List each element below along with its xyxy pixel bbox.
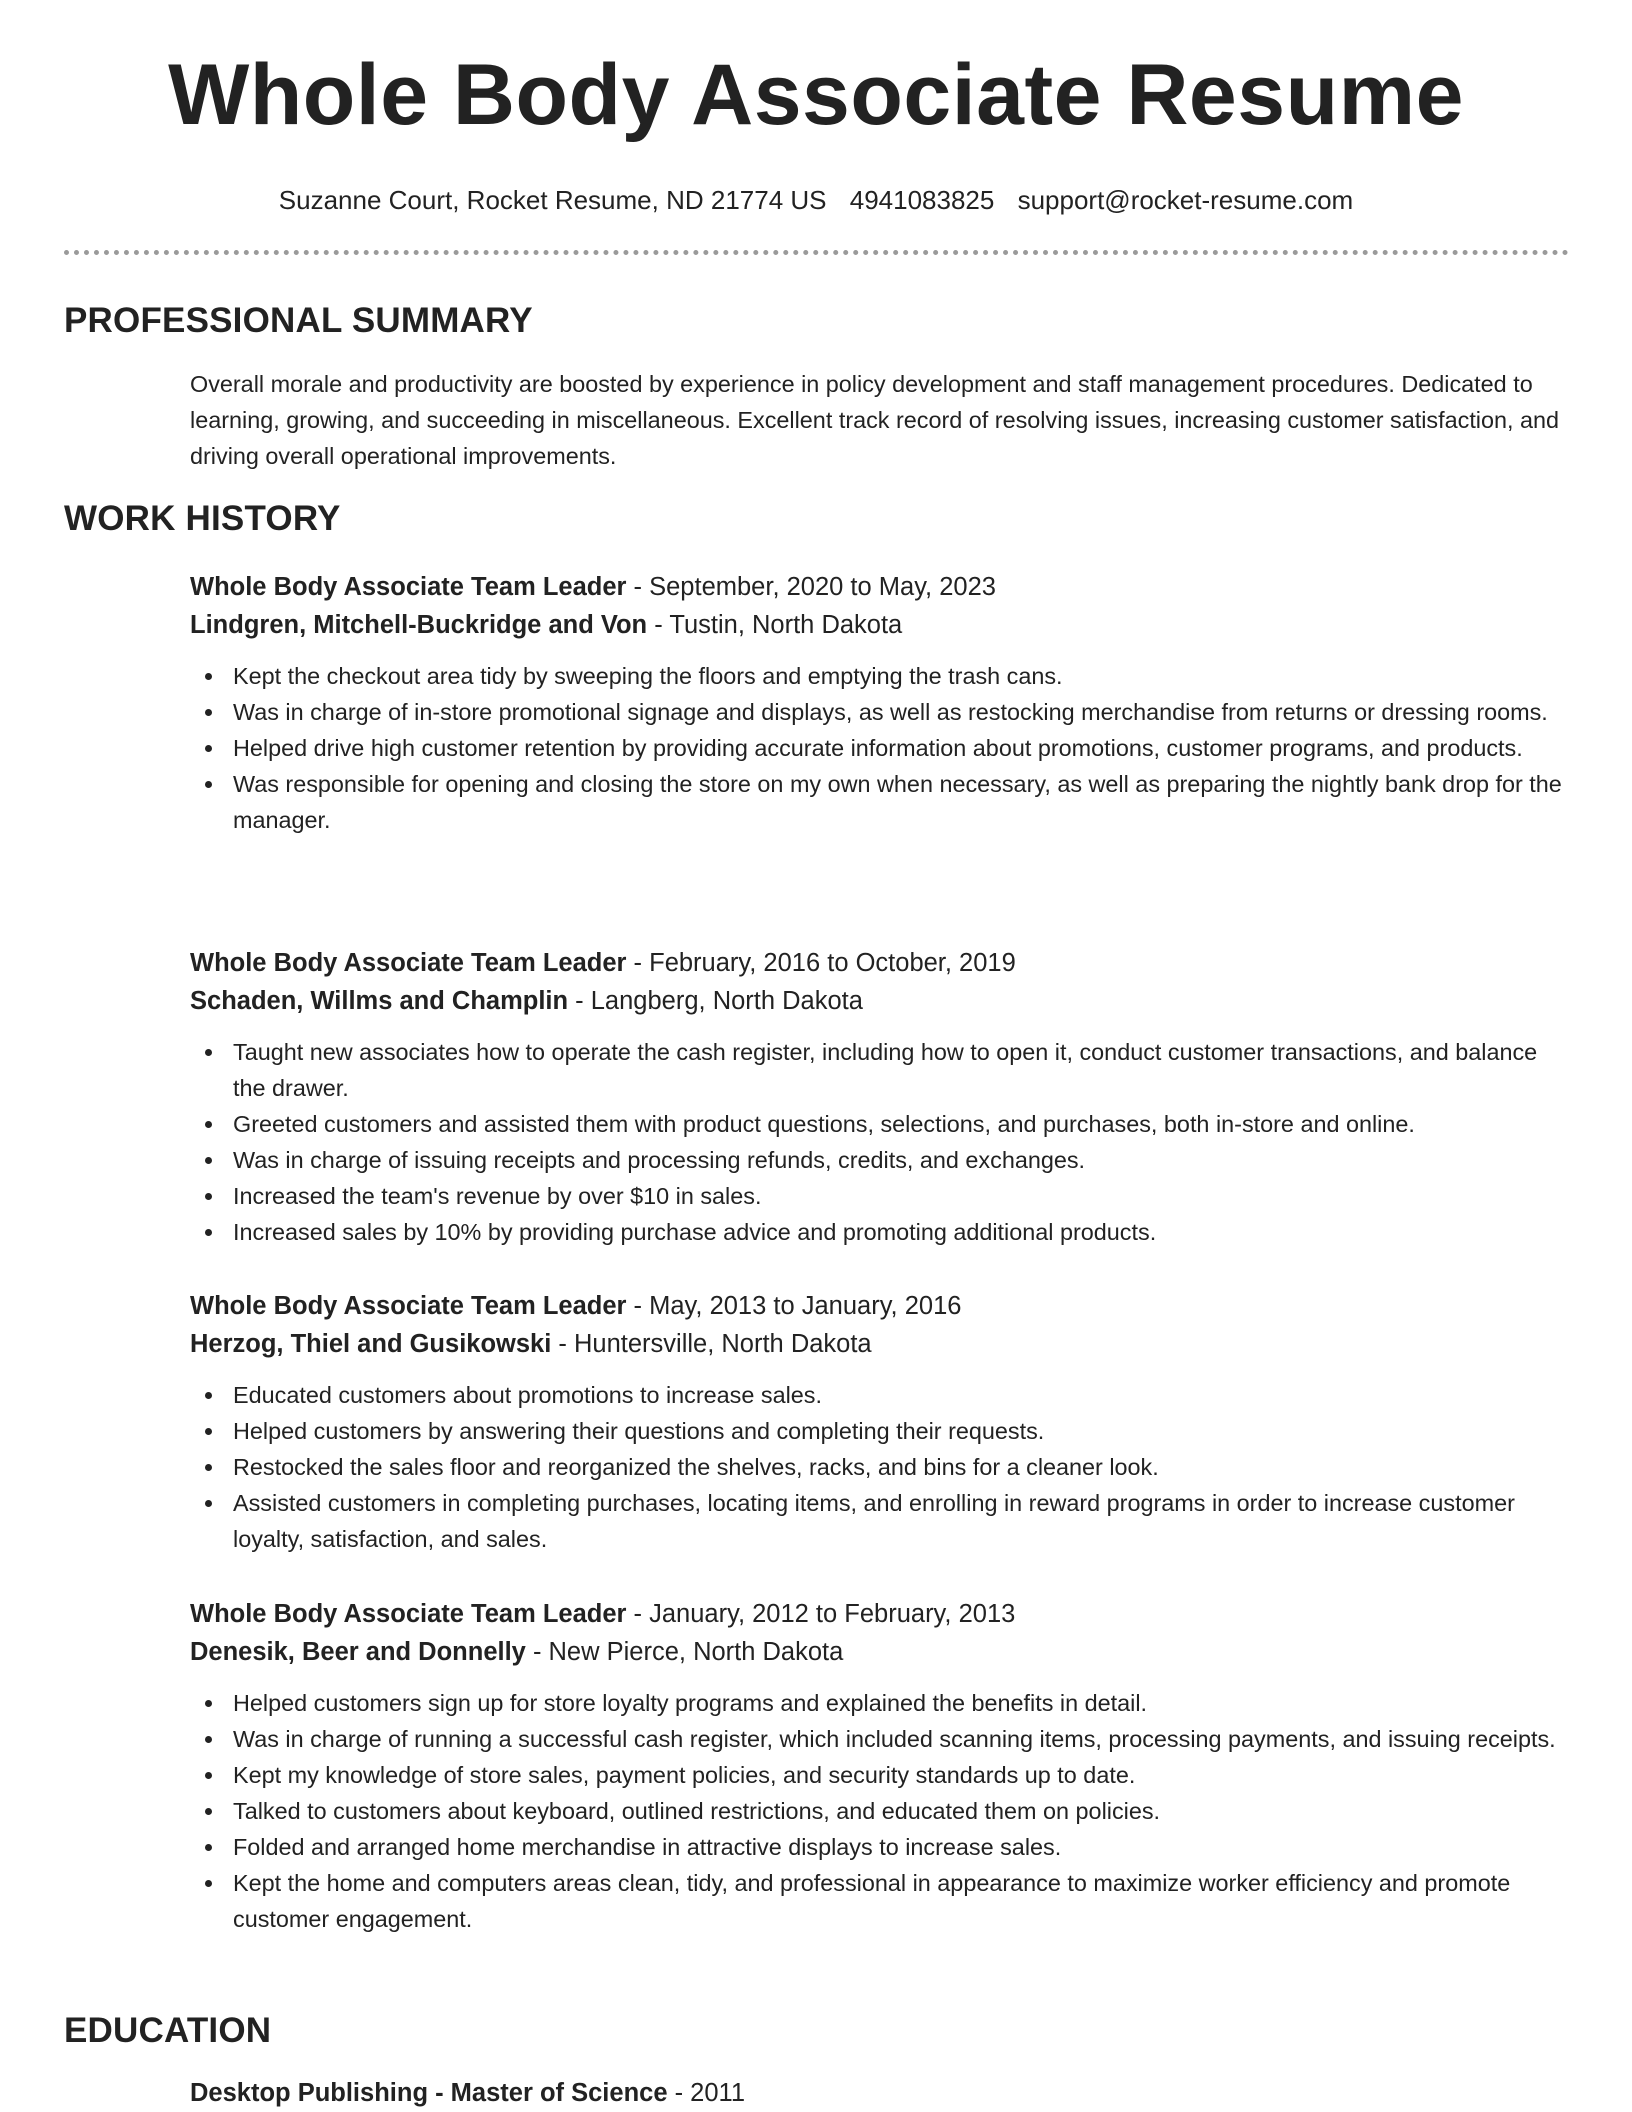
job-title: Whole Body Associate Team Leader [190, 573, 627, 601]
bullet-dot [205, 1392, 212, 1399]
resume-title: Whole Body Associate Resume [168, 47, 1464, 143]
job-location: - Langberg, North Dakota [568, 987, 863, 1015]
job-bullet [233, 1214, 1570, 1250]
contact-phone: 4941083825 [849, 185, 995, 215]
job-bullet-text: Folded and arranged home merchandise in attractive displays to increase sales. [233, 1834, 1062, 1860]
job-bullet [233, 1106, 1570, 1142]
job-bullet-text: Talked to customers about keyboard, outlined restrictions, and educated them on policies. [233, 1798, 1161, 1824]
job-bullet [233, 1178, 1570, 1214]
education-entry [190, 2074, 745, 2112]
job-bullet [233, 1757, 1570, 1793]
job-bullet [233, 1685, 1570, 1721]
job-bullet-text: Was responsible for opening and closing the store on my own when necessary, as well as preparing the nightly bank drop for the manager. [233, 771, 1562, 833]
job-title-line [190, 1595, 1570, 1633]
contact-line [0, 184, 1632, 216]
job-bullet [233, 1449, 1570, 1485]
job-bullets [190, 1034, 1570, 1250]
job-bullets [190, 1377, 1570, 1557]
job-dates: - September, 2020 to May, 2023 [626, 573, 996, 601]
job-company: Schaden, Willms and Champlin [190, 987, 569, 1015]
job-bullet [233, 1377, 1570, 1413]
job-bullet-text: Increased sales by 10% by providing purchase advice and promoting additional products. [233, 1219, 1157, 1245]
summary-text: Overall morale and productivity are boosted by experience in policy development and staff management procedures. Dedicated to learning, growing, and succeeding in miscellaneous. Excellent track record of resolving issues, increasing customer satisfaction, and driving overall operational improvements. [190, 371, 1560, 469]
job-bullet [233, 1865, 1570, 1937]
contact-email: support@rocket-resume.com [1017, 185, 1354, 215]
job-company: Herzog, Thiel and Gusikowski [190, 1330, 552, 1358]
job-entry [190, 1287, 1570, 1557]
job-dates: - May, 2013 to January, 2016 [626, 1292, 962, 1320]
job-bullet-text: Greeted customers and assisted them with product questions, selections, and purchases, both in-store and online. [233, 1111, 1415, 1137]
job-title-line [190, 944, 1570, 982]
bullet-dot [205, 1700, 212, 1707]
job-location: - New Pierce, North Dakota [525, 1638, 844, 1666]
job-company-line [190, 606, 1570, 644]
job-location: - Tustin, North Dakota [647, 611, 903, 639]
bullet-dot [205, 1049, 212, 1056]
bullet-dot [205, 1880, 212, 1887]
job-bullet [233, 1034, 1570, 1106]
job-company-line [190, 1633, 1570, 1671]
job-company-line [190, 1325, 1570, 1363]
bullet-dot [205, 745, 212, 752]
bullet-dot [205, 1229, 212, 1236]
education-heading: EDUCATION [64, 2011, 272, 2050]
job-bullets [190, 658, 1570, 838]
job-company: Lindgren, Mitchell-Buckridge and Von [190, 611, 648, 639]
bullet-dot [205, 1193, 212, 1200]
job-bullet [233, 1142, 1570, 1178]
job-title: Whole Body Associate Team Leader [190, 1292, 627, 1320]
bullet-dot [205, 709, 212, 716]
job-entry [190, 568, 1570, 838]
job-entry [190, 944, 1570, 1250]
job-bullet-text: Helped customers sign up for store loyalty programs and explained the benefits in detail. [233, 1690, 1148, 1716]
job-location: - Huntersville, North Dakota [551, 1330, 872, 1358]
header-divider [64, 250, 1569, 255]
bullet-dot [205, 1464, 212, 1471]
job-bullet-text: Kept my knowledge of store sales, payment policies, and security standards up to date. [233, 1762, 1136, 1788]
work-history-heading: WORK HISTORY [64, 499, 341, 538]
job-bullet-text: Restocked the sales floor and reorganized the shelves, racks, and bins for a cleaner look. [233, 1454, 1159, 1480]
bullet-dot [205, 673, 212, 680]
job-bullet-text: Was in charge of running a successful cash register, which included scanning items, processing payments, and issuing receipts. [233, 1726, 1556, 1752]
job-bullet [233, 1413, 1570, 1449]
job-bullet [233, 1793, 1570, 1829]
job-bullet [233, 1829, 1570, 1865]
job-bullets [190, 1685, 1570, 1937]
bullet-dot [205, 1428, 212, 1435]
job-bullet-text: Was in charge of issuing receipts and processing refunds, credits, and exchanges. [233, 1147, 1086, 1173]
job-bullet [233, 766, 1570, 838]
bullet-dot [205, 781, 212, 788]
job-bullet-text: Helped customers by answering their questions and completing their requests. [233, 1418, 1045, 1444]
job-bullet-text: Educated customers about promotions to increase sales. [233, 1382, 822, 1408]
job-bullet-text: Helped drive high customer retention by providing accurate information about promotions, customer programs, and products. [233, 735, 1523, 761]
job-title-line [190, 568, 1570, 606]
bullet-dot [205, 1500, 212, 1507]
job-bullet [233, 730, 1570, 766]
job-bullet [233, 658, 1570, 694]
job-bullet-text: Kept the home and computers areas clean, tidy, and professional in appearance to maximize worker efficiency and promote customer engagement. [233, 1870, 1511, 1932]
job-company: Denesik, Beer and Donnelly [190, 1638, 526, 1666]
bullet-dot [205, 1844, 212, 1851]
bullet-dot [205, 1772, 212, 1779]
job-bullet-text: Assisted customers in completing purchases, locating items, and enrolling in reward programs in order to increase customer loyalty, satisfaction, and sales. [233, 1490, 1515, 1552]
job-title: Whole Body Associate Team Leader [190, 1600, 627, 1628]
contact-address: Suzanne Court, Rocket Resume, ND 21774 US [278, 185, 827, 215]
job-dates: - January, 2012 to February, 2013 [626, 1600, 1016, 1628]
summary-heading: PROFESSIONAL SUMMARY [64, 301, 533, 340]
job-bullet-text: Taught new associates how to operate the cash register, including how to open it, conduct customer transactions, and balance the drawer. [233, 1039, 1538, 1101]
job-bullet-text: Was in charge of in-store promotional signage and displays, as well as restocking merchandise from returns or dressing rooms. [233, 699, 1548, 725]
job-title-line [190, 1287, 1570, 1325]
job-bullet [233, 694, 1570, 730]
job-bullet-text: Kept the checkout area tidy by sweeping the floors and emptying the trash cans. [233, 663, 1063, 689]
education-year: - 2011 [667, 2079, 746, 2107]
bullet-dot [205, 1121, 212, 1128]
job-entry [190, 1595, 1570, 1937]
job-title: Whole Body Associate Team Leader [190, 949, 627, 977]
job-bullet [233, 1485, 1570, 1557]
job-bullet-text: Increased the team's revenue by over $10 in sales. [233, 1183, 762, 1209]
job-dates: - February, 2016 to October, 2019 [626, 949, 1016, 977]
bullet-dot [205, 1736, 212, 1743]
education-degree: Desktop Publishing - Master of Science [190, 2079, 668, 2107]
bullet-dot [205, 1157, 212, 1164]
bullet-dot [205, 1808, 212, 1815]
job-company-line [190, 982, 1570, 1020]
job-bullet [233, 1721, 1570, 1757]
